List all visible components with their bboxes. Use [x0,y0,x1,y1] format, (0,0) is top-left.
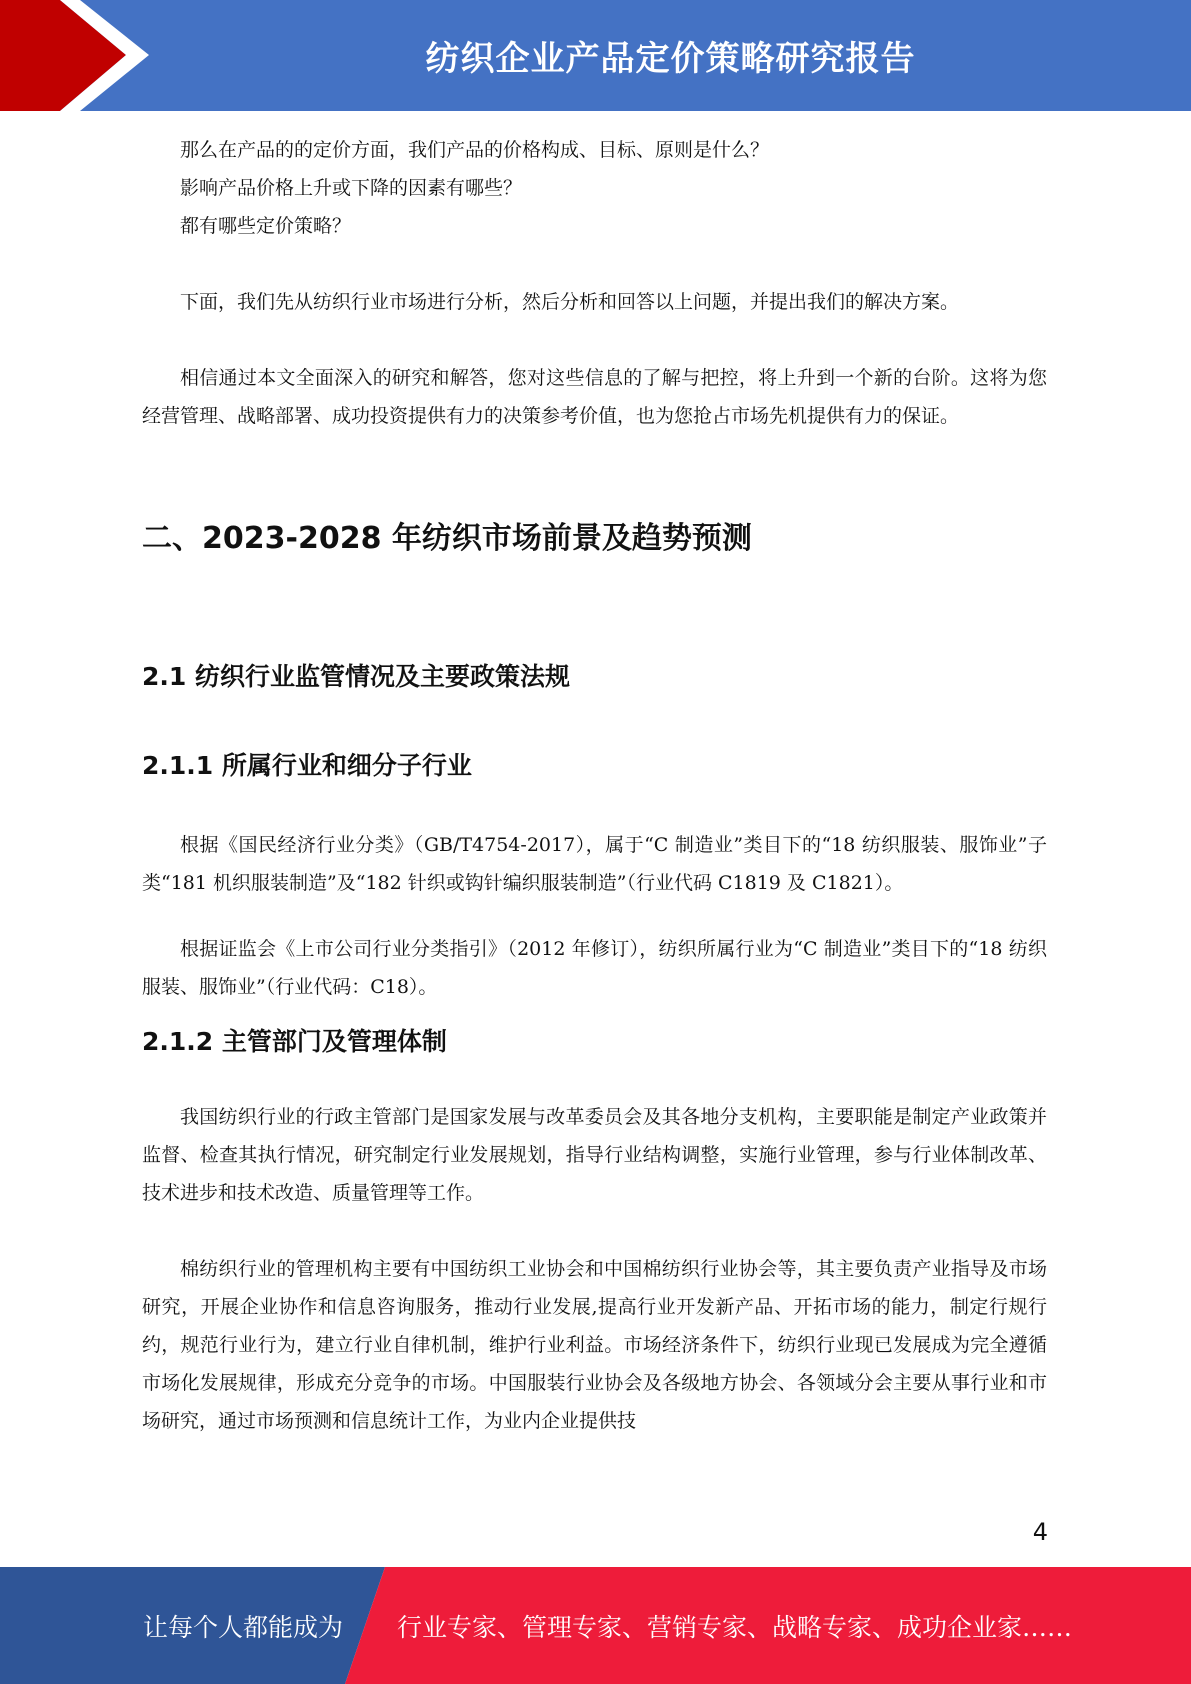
body-paragraph: 棉纺织行业的管理机构主要有中国纺织工业协会和中国棉纺织行业协会等，其主要负责产业指导及市场研究，开展企业协作和信息咨询服务，推动行业发展,提高行业开发新产品、开拓市场的能力，制定行规行约，规范行业行为，建立行业自律机制，维护行业利益。市场经济条件下，纺织行业现已发展成为完全遵循市场化发展规律，形成充分竞争的市场。中国服装行业协会及各级地方协会、各领域分会主要从事行业和市场研究，通过市场预测和信息统计工作，为业内企业提供技 [142,1258,1047,1432]
page-header [0,0,1191,111]
body-paragraph: 我国纺织行业的行政主管部门是国家发展与改革委员会及其各地分支机构，主要职能是制定产业政策并监督、检查其执行情况，研究制定行业发展规划，指导行业结构调整，实施行业管理，参与行业体制改革、技术进步和技术改造、质量管理等工作。 [142,1106,1047,1204]
body-paragraph: 根据证监会《上市公司行业分类指引》（2012 年修订），纺织所属行业为“C 制造业”类目下的“18 纺织服装、服饰业”（行业代码：C18）。 [142,938,1047,998]
header-red-arrow [0,0,126,111]
page-footer [0,1567,1191,1684]
subsubsection-heading: 2.1.1 所属行业和细分子行业 [142,751,472,780]
report-title: 纺织企业产品定价策略研究报告 [425,39,916,79]
intro-paragraph: 相信通过本文全面深入的研究和解答，您对这些信息的了解与把控，将上升到一个新的台阶。这将为您经营管理、战略部署、成功投资提供有力的决策参考价值，也为您抢占市场先机提供有力的保证。 [142,367,1047,427]
footer-slogan-right: 行业专家、管理专家、营销专家、战略专家、成功企业家…… [397,1612,1073,1642]
header-arrow-decoration [0,0,160,111]
question-line: 都有哪些定价策略？ [180,215,352,237]
section-heading: 二、2023-2028 年纺织市场前景及趋势预测 [142,521,752,556]
body-paragraph: 根据《国民经济行业分类》（GB/T4754-2017），属于“C 制造业”类目下的“18 纺织服装、服饰业”子类“181 机织服装制造”及“182 针织或钩针编织服装制造”（行业代码 C1819 及 C1821）。 [142,834,1047,894]
subsubsection-heading: 2.1.2 主管部门及管理体制 [142,1027,447,1056]
question-line: 影响产品价格上升或下降的因素有哪些？ [180,177,523,199]
footer-slogan-left: 让每个人都能成为 [143,1612,344,1642]
intro-paragraph: 下面，我们先从纺织行业市场进行分析，然后分析和回答以上问题，并提出我们的解决方案。 [180,291,960,313]
page-number: 4 [1032,1518,1048,1546]
question-line: 那么在产品的的定价方面，我们产品的价格构成、目标、原则是什么？ [180,139,770,161]
page-content [142,131,1047,1440]
subsection-heading: 2.1 纺织行业监管情况及主要政策法规 [142,662,570,691]
